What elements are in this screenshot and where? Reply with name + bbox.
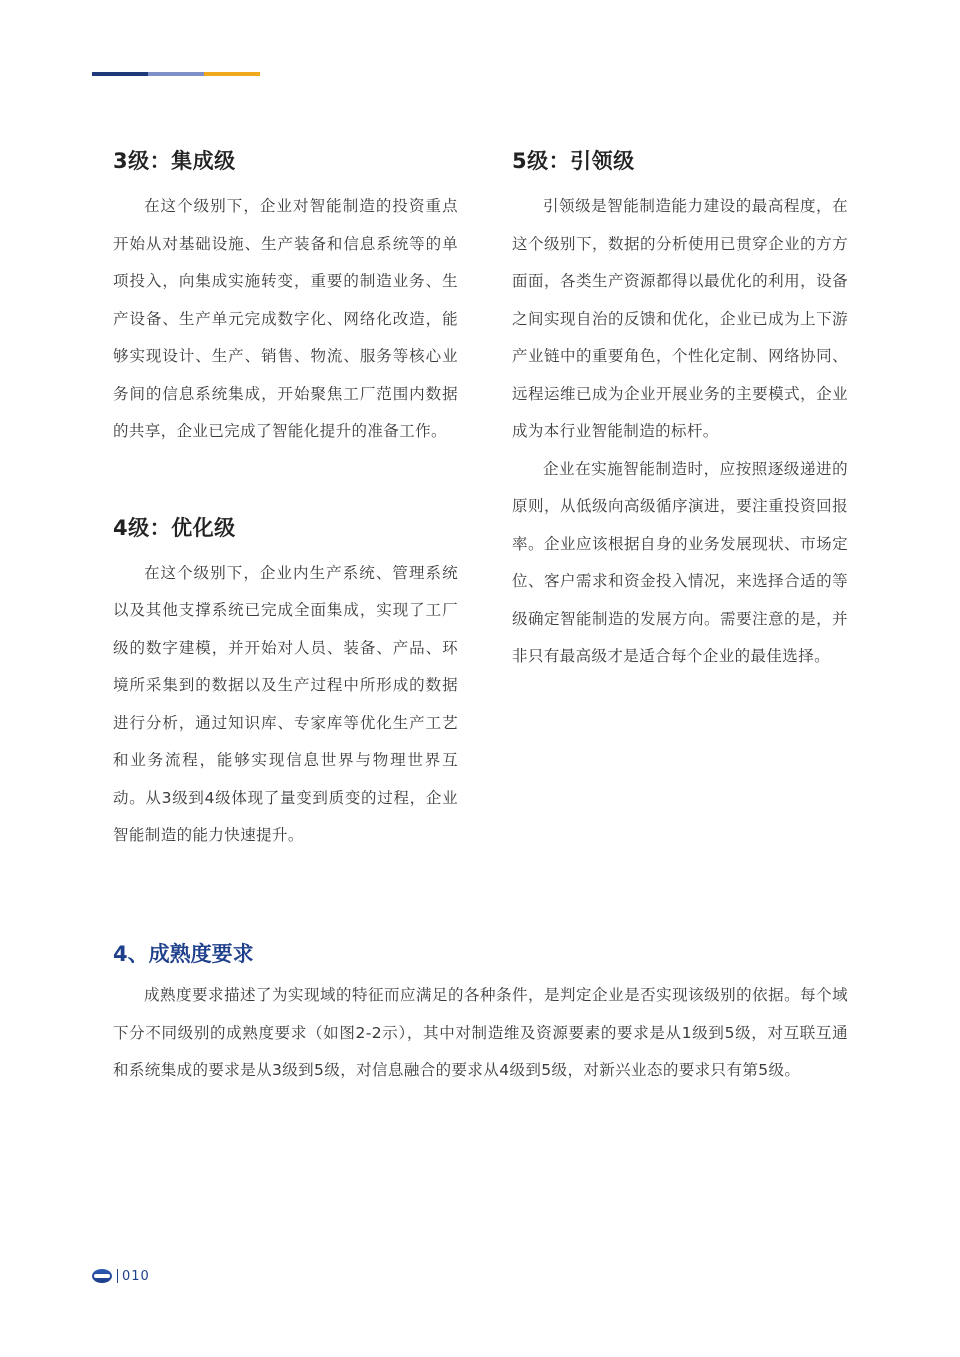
- level5-heading: 5级：引领级: [512, 149, 635, 173]
- left-column: [113, 146, 458, 855]
- page-footer: [92, 1266, 150, 1286]
- maturity-requirements-section: [113, 937, 848, 1090]
- accent-bar-dark-segment: [92, 72, 148, 76]
- right-column: [512, 146, 848, 676]
- level4-body: 在这个级别下，企业内生产系统、管理系统以及其他支撑系统已完成全面集成，实现了工厂级的数字建模，并开始对人员、装备、产品、环境所采集到的数据以及生产过程中所形成的数据进行分析，通过知识库、专家库等优化生产工艺和业务流程，能够实现信息世界与物理世界互动。从3级到4级体现了量变到质变的过程，企业智能制造的能力快速提升。: [113, 563, 458, 844]
- page-number: 010: [122, 1268, 150, 1284]
- level4-heading: 4级：优化级: [113, 515, 236, 540]
- accent-bar-orange-segment: [204, 72, 260, 76]
- footer-divider: [117, 1269, 118, 1283]
- level5-body: 引领级是智能制造能力建设的最高程度，在这个级别下，数据的分析使用已贯穿企业的方方面面，各类生产资源都得以最优化的利用，设备之间实现自治的反馈和优化，企业已成为上下游产业链中的重要角色，个性化定制、网络协同、远程运维已成为企业开展业务的主要模式，企业成为本行业智能制造的标杆。: [512, 197, 848, 440]
- section-body: 成熟度要求描述了为实现域的特征而应满足的各种条件，是判定企业是否实现该级别的依据。每个域下分不同级别的成熟度要求（如图2-2示），其中对制造维及资源要素的要求是从1级到5级，对互联互通和系统集成的要求是从3级到5级，对信息融合的要求从4级到5级，对新兴业态的要求只有第5级。: [113, 986, 848, 1079]
- implementation-body: 企业在实施智能制造时，应按照逐级递进的原则，从低级向高级循序演进，要注重投资回报率。企业应该根据自身的业务发展现状、市场定位、客户需求和资金投入情况，来选择合适的等级确定智能制造的发展方向。需要注意的是，并非只有最高级才是适合每个企业的最佳选择。: [512, 459, 848, 665]
- level3-heading: 3级：集成级: [113, 149, 236, 173]
- cmmc-logo-icon: [92, 1269, 112, 1283]
- section-title: 4、成熟度要求: [113, 942, 254, 966]
- top-accent-bar: [92, 72, 260, 76]
- level3-body: 在这个级别下，企业对智能制造的投资重点开始从对基础设施、生产装备和信息系统等的单项投入，向集成实施转变，重要的制造业务、生产设备、生产单元完成数字化、网络化改造，能够实现设计、生产、销售、物流、服务等核心业务间的信息系统集成，开始聚焦工厂范围内数据的共享，企业已完成了智能化提升的准备工作。: [113, 197, 458, 440]
- accent-bar-light-segment: [148, 72, 204, 76]
